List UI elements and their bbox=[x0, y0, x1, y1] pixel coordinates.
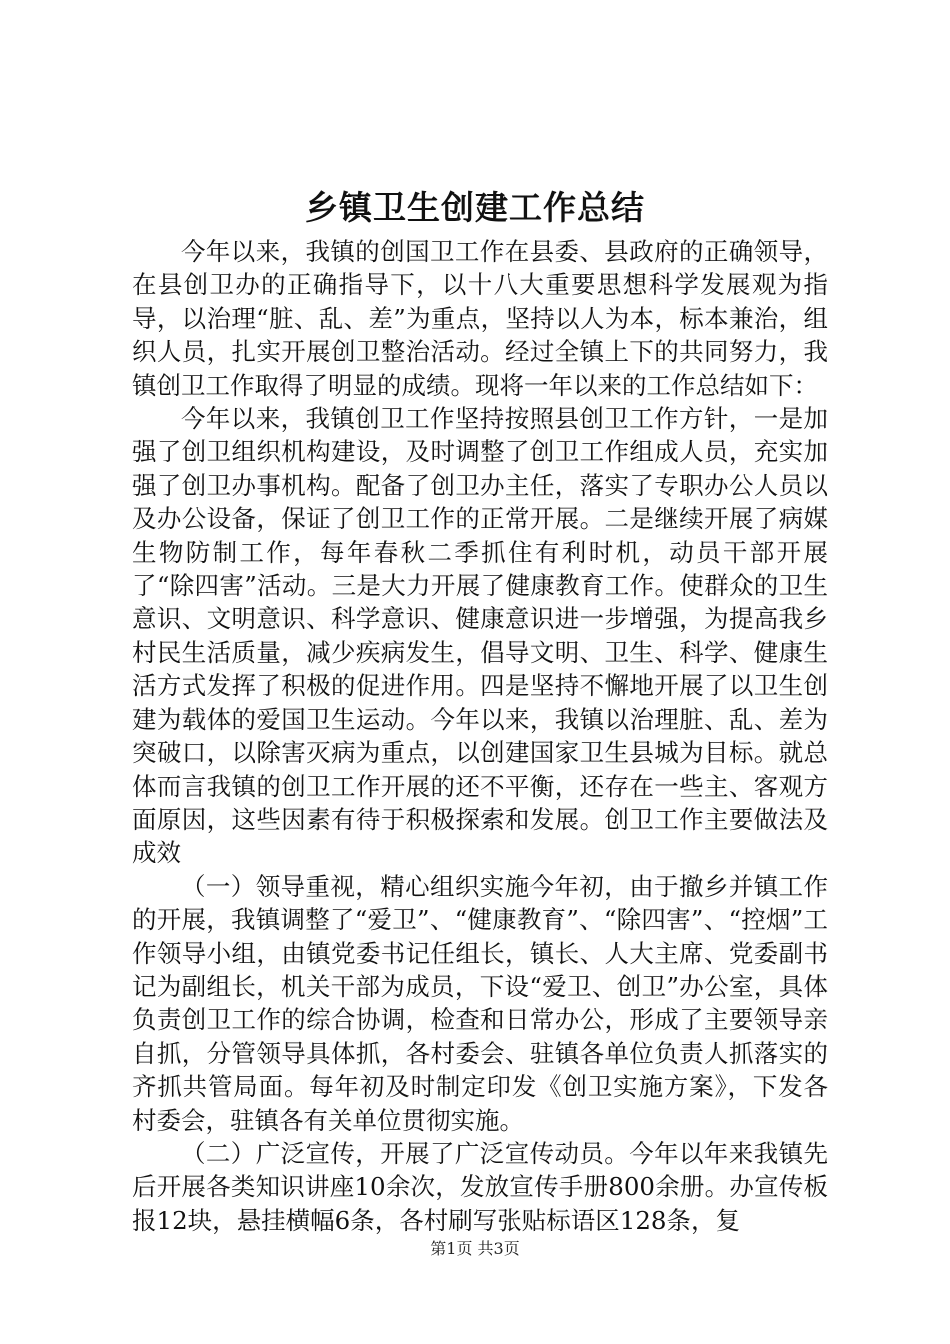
paragraph-overview: 今年以来，我镇创卫工作坚持按照县创卫工作方针，一是加强了创卫组织机构建设，及时调整了创卫工作组成人员，充实加强了创卫办事机构。配备了创卫办主任，落实了专职办公人员以及办公设备，保证了创卫工作的正常开展。二是继续开展了病媒生物防制工作，每年春秋二季抓住有利时机，动员干部开展了“除四害”活动。三是大力开展了健康教育工作。使群众的卫生意识、文明意识、科学意识、健康意识进一步增强，为提高我乡村民生活质量，减少疾病发生，倡导文明、卫生、科学、健康生活方式发挥了积极的促进作用。四是坚持不懈地开展了以卫生创建为载体的爱国卫生运动。今年以来，我镇以治理脏、乱、差为突破口，以除害灭病为重点，以创建国家卫生县城为目标。就总体而言我镇的创卫工作开展的还不平衡，还存在一些主、客观方面原因，这些因素有待于积极探索和发展。创卫工作主要做法及成效 bbox=[132, 404, 828, 868]
document-body bbox=[132, 235, 828, 1237]
page-footer: 第1页 共3页 bbox=[430, 1239, 520, 1258]
paragraph-intro: 今年以来，我镇的创国卫工作在县委、县政府的正确领导，在县创卫办的正确指导下，以十八大重要思想科学发展观为指导，以治理“脏、乱、差”为重点，坚持以人为本，标本兼治，组织人员，扎实开展创卫整治活动。经过全镇上下的共同努力，我镇创卫工作取得了明显的成绩。现将一年以来的工作总结如下： bbox=[132, 237, 828, 400]
document-title: 乡镇卫生创建工作总结 bbox=[305, 188, 645, 227]
paragraph-section-1: （一）领导重视，精心组织实施今年初，由于撤乡并镇工作的开展，我镇调整了“爱卫”、“健康教育”、“除四害”、“控烟”工作领导小组，由镇党委书记任组长，镇长、人大主席、党委副书记为副组长，机关干部为成员，下设“爱卫、创卫”办公室，具体负责创卫工作的综合协调，检查和日常办公，形成了主要领导亲自抓，分管领导具体抓，各村委会、驻镇各单位负责人抓落实的齐抓共管局面。每年初及时制定印发《创卫实施方案》，下发各村委会，驻镇各有关单位贯彻实施。 bbox=[132, 871, 828, 1135]
paragraph-section-2: （二）广泛宣传，开展了广泛宣传动员。今年以年来我镇先后开展各类知识讲座10余次，发放宣传手册800余册。办宣传板报12块，悬挂横幅6条，各村刷写张贴标语区128条，复 bbox=[132, 1138, 828, 1235]
